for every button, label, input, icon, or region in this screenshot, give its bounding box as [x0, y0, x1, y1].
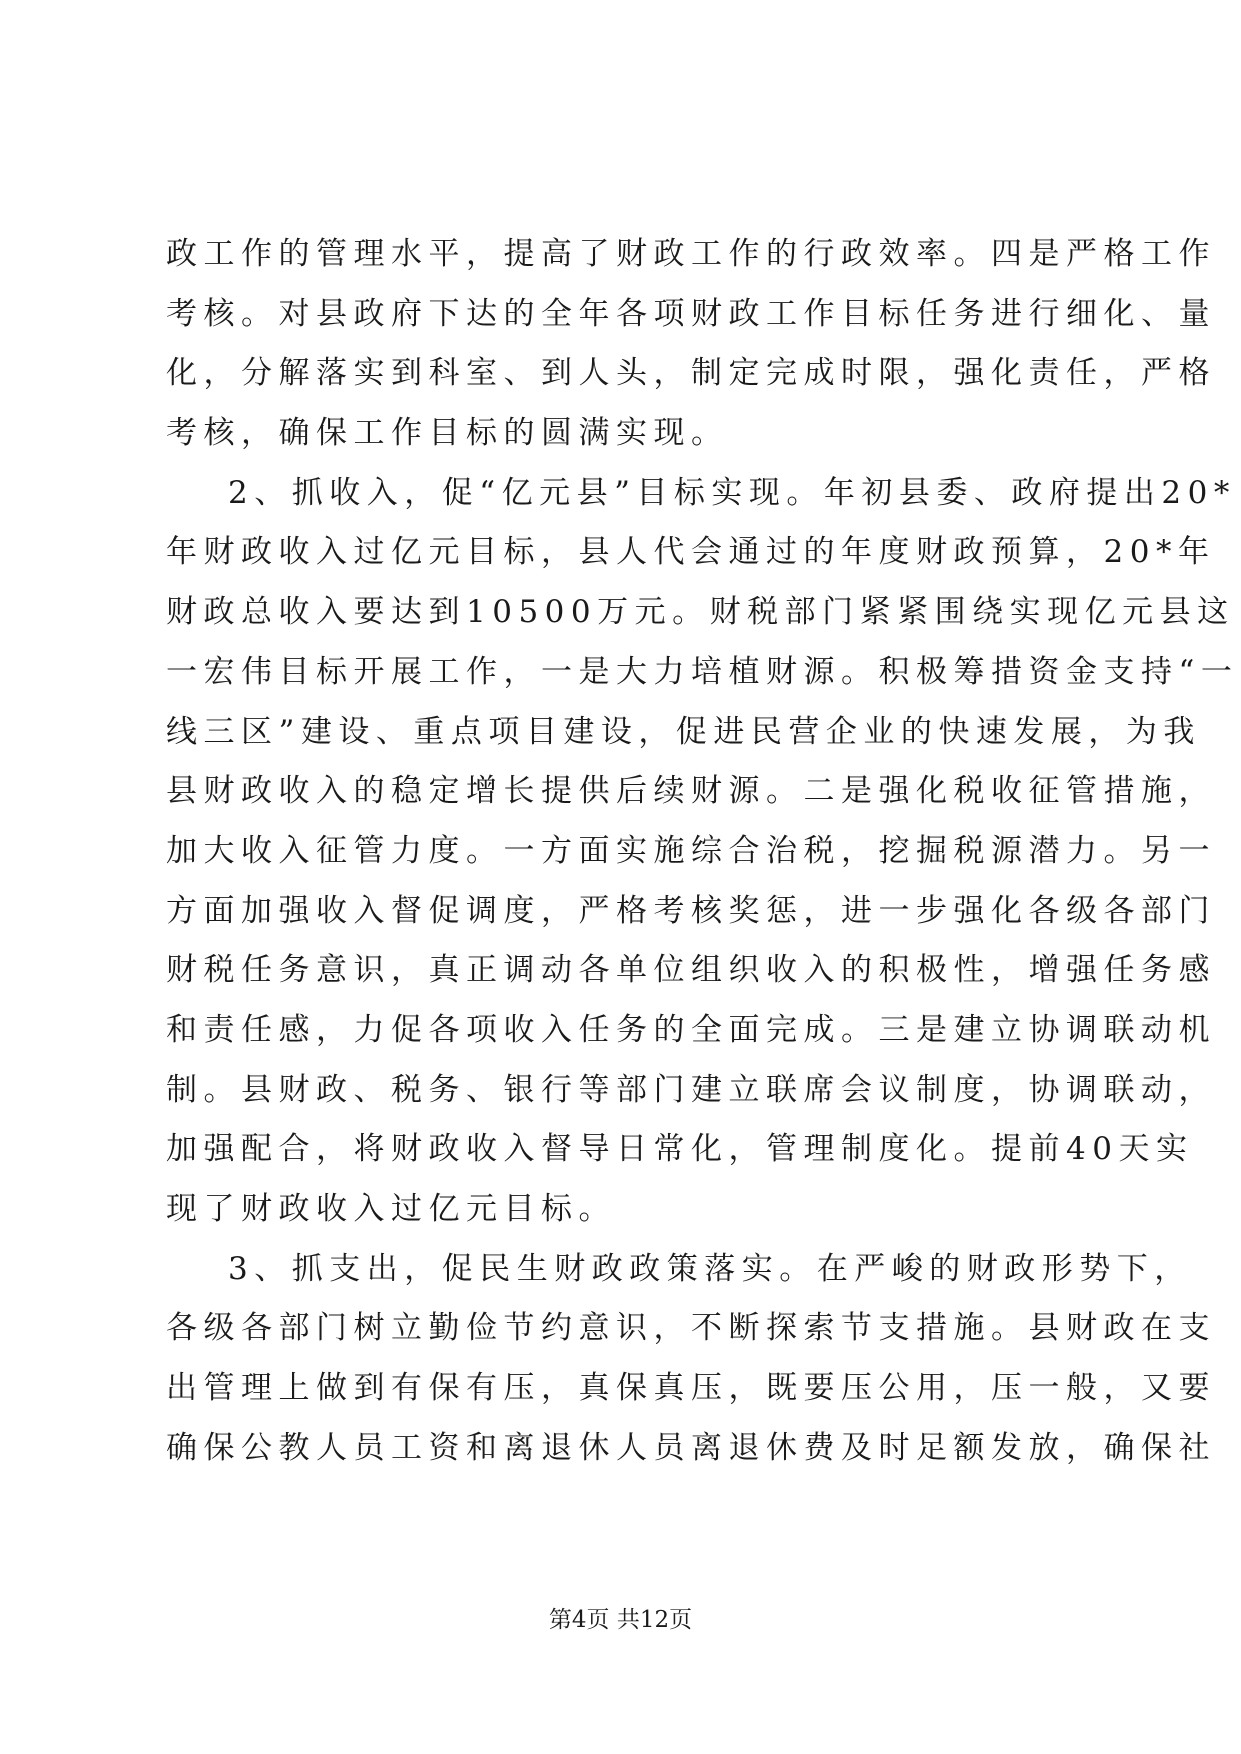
- text-line: 各级各部门树立勤俭节约意识，不断探索节支措施。县财政在支: [166, 1310, 1216, 1347]
- text-line: 年财政收入过亿元目标，县人代会通过的年度财政预算，20*年: [166, 534, 1216, 571]
- text-line: 线三区”建设、重点项目建设，促进民营企业的快速发展，为我: [166, 713, 1201, 750]
- text-line: 和责任感，力促各项收入任务的全面完成。三是建立协调联动机: [166, 1011, 1216, 1048]
- text-line: 县财政收入的稳定增长提供后续财源。二是强化税收征管措施，: [166, 773, 1216, 810]
- page-number-footer: 第4页 共12页: [548, 1607, 693, 1633]
- text-line: 一宏伟目标开展工作，一是大力培植财源。积极筹措资金支持“一: [166, 653, 1239, 690]
- text-line: 出管理上做到有保有压，真保真压，既要压公用，压一般，又要: [166, 1370, 1216, 1407]
- text-line: 考核。对县政府下达的全年各项财政工作目标任务进行细化、量: [166, 295, 1216, 332]
- text-line: 政工作的管理水平，提高了财政工作的行政效率。四是严格工作: [166, 236, 1216, 272]
- text-line: 财税任务意识，真正调动各单位组织收入的积极性，增强任务感: [166, 952, 1216, 989]
- text-line: 加大收入征管力度。一方面实施综合治税，挖掘税源潜力。另一: [166, 832, 1216, 869]
- text-line: 方面加强收入督促调度，严格考核奖惩，进一步强化各级各部门: [166, 892, 1216, 929]
- text-line: 加强配合，将财政收入督导日常化，管理制度化。提前40天实: [166, 1131, 1194, 1168]
- text-line: 3、抓支出，促民生财政政策落实。在严峻的财政形势下，: [228, 1250, 1192, 1287]
- text-line: 确保公教人员工资和离退休人员离退休费及时足额发放，确保社: [166, 1429, 1216, 1466]
- text-line: 化，分解落实到科室、到人头，制定完成时限，强化责任，严格: [166, 355, 1216, 392]
- text-line: 2、抓收入，促“亿元县”目标实现。年初县委、政府提出20*: [228, 474, 1236, 511]
- text-line: 制。县财政、税务、银行等部门建立联席会议制度，协调联动，: [166, 1071, 1216, 1108]
- text-line: 现了财政收入过亿元目标。: [166, 1191, 616, 1227]
- body-text: [166, 225, 1239, 1478]
- text-line: 财政总收入要达到10500万元。财税部门紧紧围绕实现亿元县这: [166, 594, 1235, 631]
- text-line: 考核，确保工作目标的圆满实现。: [166, 415, 729, 452]
